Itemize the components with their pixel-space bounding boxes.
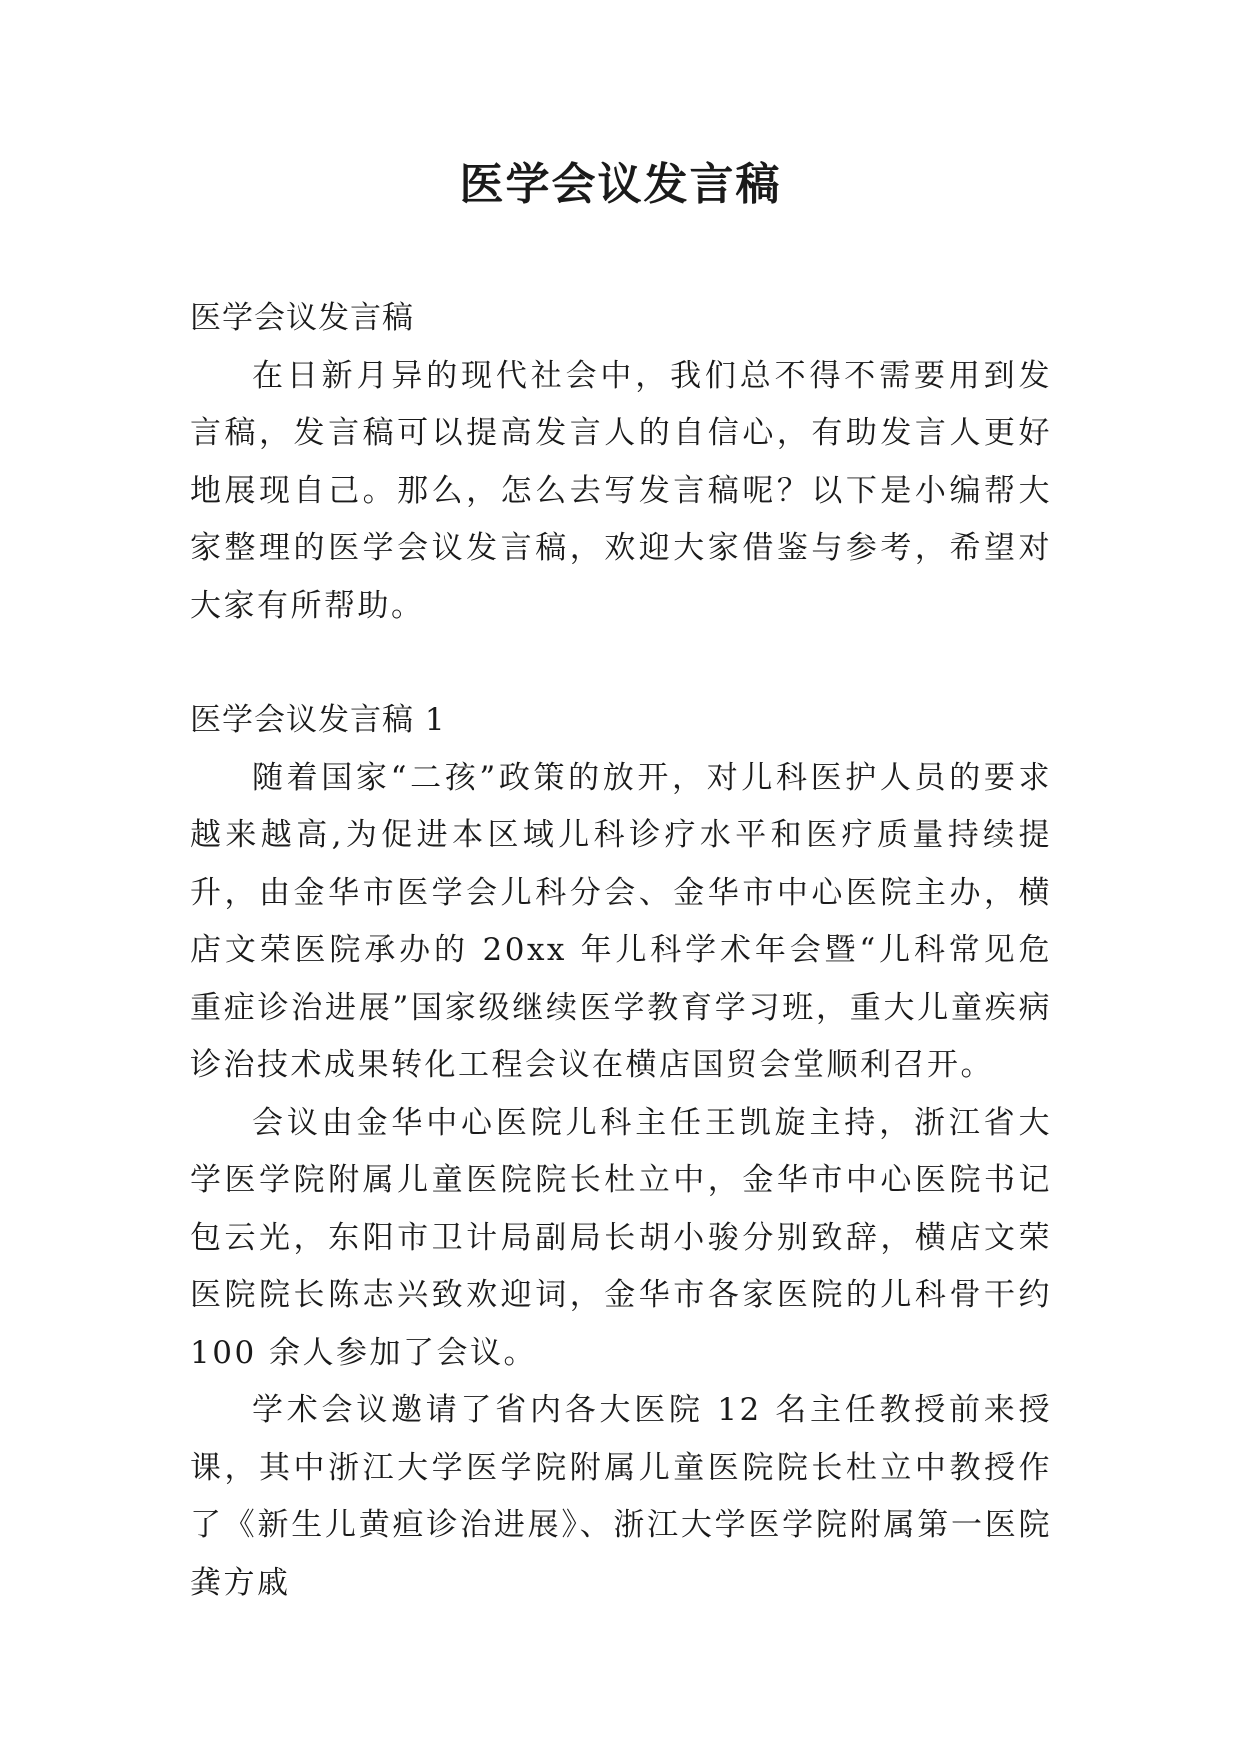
section-spacer: [190, 635, 1052, 692]
section1-paragraph-3: 学术会议邀请了省内各大医院 12 名主任教授前来授课，其中浙江大学医学院附属儿童医院院长杜立中教授作了《新生儿黄疸诊治进展》、浙江大学医学院附属第一医院龚方戚: [190, 1392, 1052, 1601]
document-body: [190, 290, 1052, 1612]
section1-paragraph-2: 会议由金华中心医院儿科主任王凯旋主持，浙江省大学医学院附属儿童医院院长杜立中，金华市中心医院书记包云光，东阳市卫计局副局长胡小骏分别致辞，横店文荣医院院长陈志兴致欢迎词，金华市各家医院的儿科骨干约 100 余人参加了会议。: [190, 1104, 1052, 1371]
intro-paragraph: 在日新月异的现代社会中，我们总不得不需要用到发言稿，发言稿可以提高发言人的自信心，有助发言人更好地展现自己。那么，怎么去写发言稿呢？以下是小编帮大家整理的医学会议发言稿，欢迎大家借鉴与参考，希望对大家有所帮助。: [190, 357, 1052, 624]
intro-heading: 医学会议发言稿: [190, 300, 414, 336]
section1-paragraph-1: 随着国家“二孩”政策的放开，对儿科医护人员的要求越来越高,为促进本区域儿科诊疗水平和医疗质量持续提升，由金华市医学会儿科分会、金华市中心医院主办，横店文荣医院承办的 20xx 年儿科学术年会暨“儿科常见危重症诊治进展”国家级继续医学教育学习班，重大儿童疾病诊治技术成果转化工程会议在横店国贸会堂顺利召开。: [190, 759, 1052, 1083]
section1-heading: 医学会议发言稿 1: [190, 702, 446, 738]
document-title: 医学会议发言稿: [459, 159, 782, 210]
